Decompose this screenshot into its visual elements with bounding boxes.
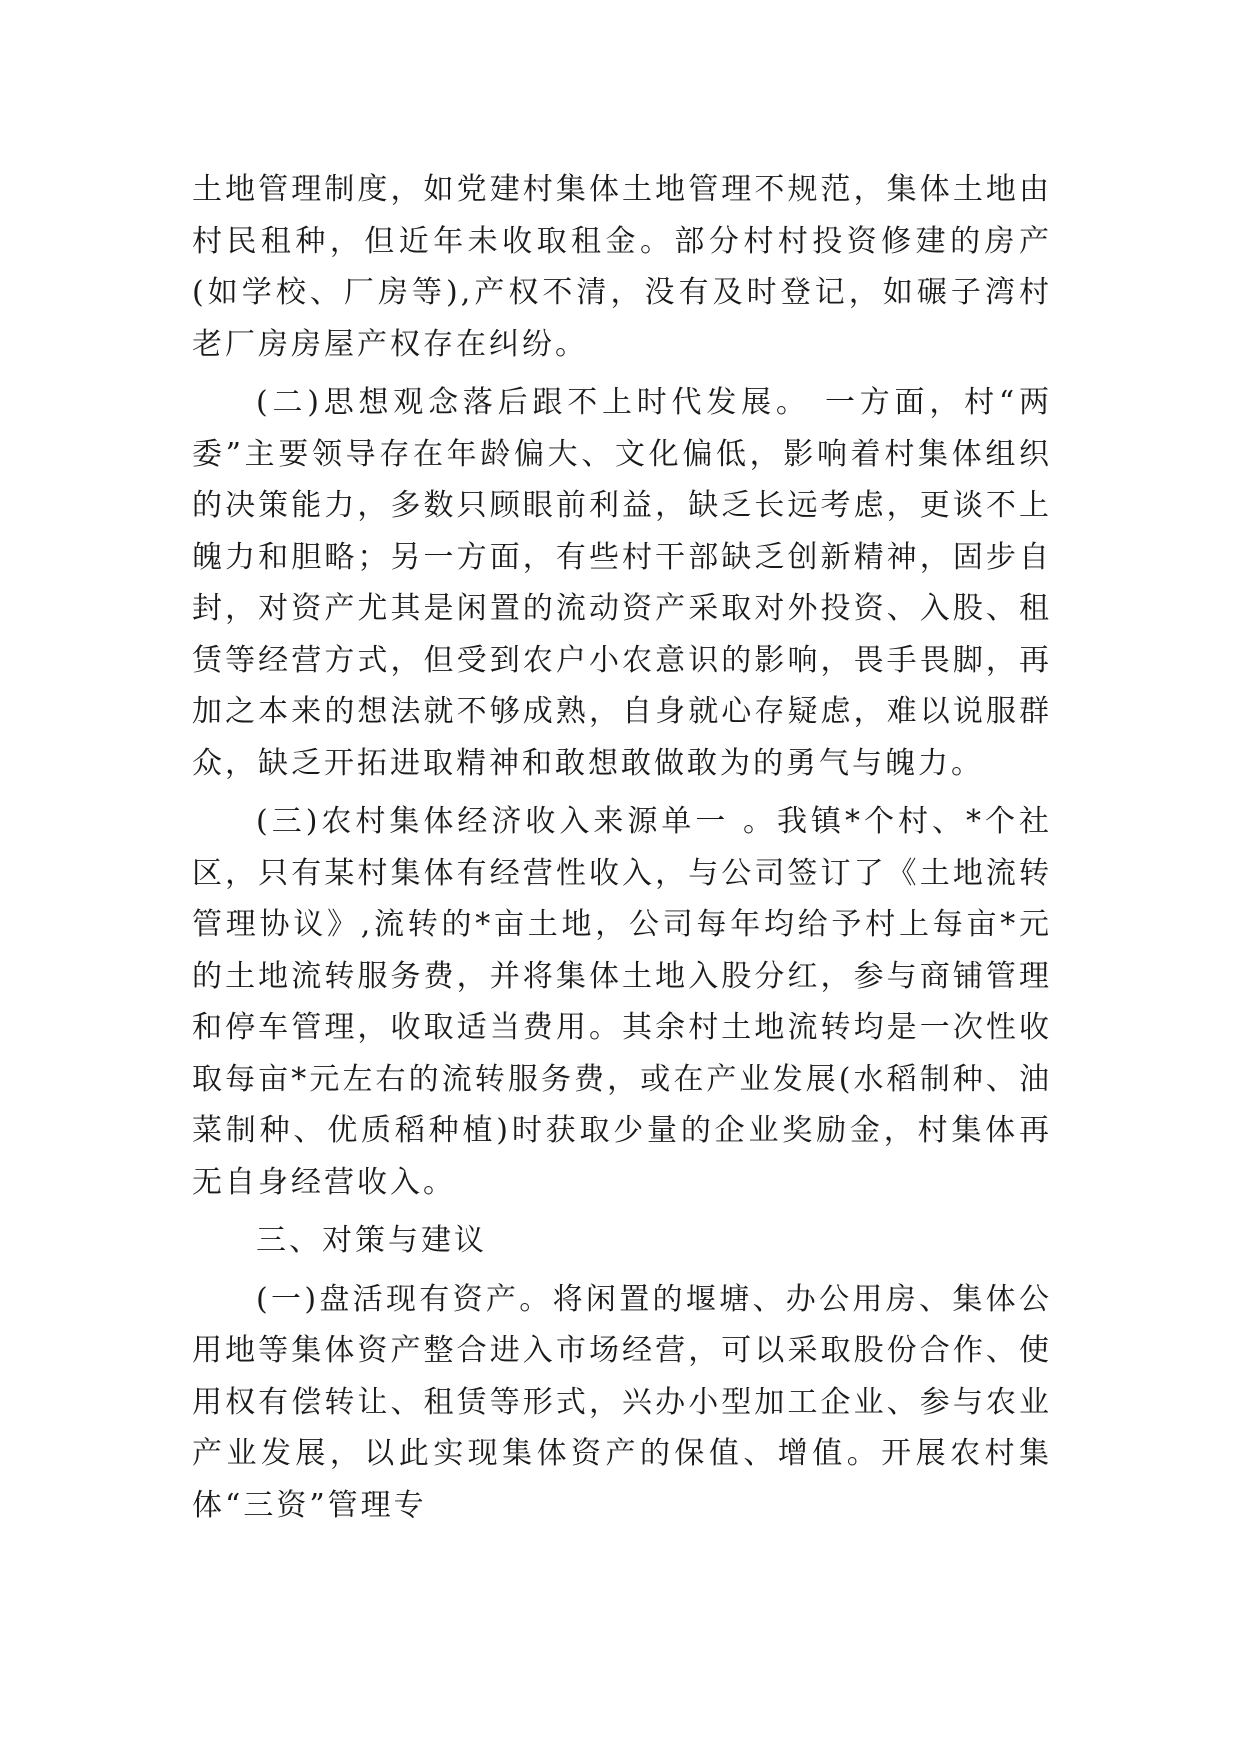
paragraph-income-source: (三)农村集体经济收入来源单一 。我镇*个村、*个社区，只有某村集体有经营性收入，与公司签订了《土地流转管理协议》,流转的*亩土地，公司每年均给予村上每亩*元的土地流转服务费，并将集体土地入股分红，参与商铺管理和停车管理，收取适当费用。其余村土地流转均是一次性收取每亩*元左右的流转服务费，或在产业发展(水稻制种、油菜制种、优质稻种植)时获取少量的企业奖励金，村集体再无自身经营收入。	[192, 804, 1052, 1200]
paragraph-activate-assets: (一)盘活现有资产。将闲置的堰塘、办公用房、集体公用地等集体资产整合进入市场经营，可以采取股份合作、使用权有偿转让、租赁等形式，兴办小型加工企业、参与农业产业发展，以此实现集体资产的保值、增值。开展农村集体“三资”管理专	[192, 1281, 1052, 1523]
paragraph-thinking-concepts: (二)思想观念落后跟不上时代发展。 一方面，村“两委”主要领导存在年龄偏大、文化偏低，影响着村集体组织的决策能力，多数只顾眼前利益，缺乏长远考虑，更谈不上魄力和胆略；另一方面，有些村干部缺乏创新精神，固步自封，对资产尤其是闲置的流动资产采取对外投资、入股、租赁等经营方式，但受到农户小农意识的影响，畏手畏脚，再加之本来的想法就不够成熟，自身就心存疑虑，难以说服群众，缺乏开拓进取精神和敢想敢做敢为的勇气与魄力。	[192, 385, 1052, 781]
section-heading: 三、对策与建议	[256, 1223, 487, 1258]
document-body	[192, 164, 1052, 1538]
paragraph-land-management: 土地管理制度，如党建村集体土地管理不规范，集体土地由村民租种，但近年未收取租金。部分村村投资修建的房产(如学校、厂房等),产权不清，没有及时登记，如碾子湾村老厂房房屋产权存在纠纷。	[192, 172, 1052, 362]
